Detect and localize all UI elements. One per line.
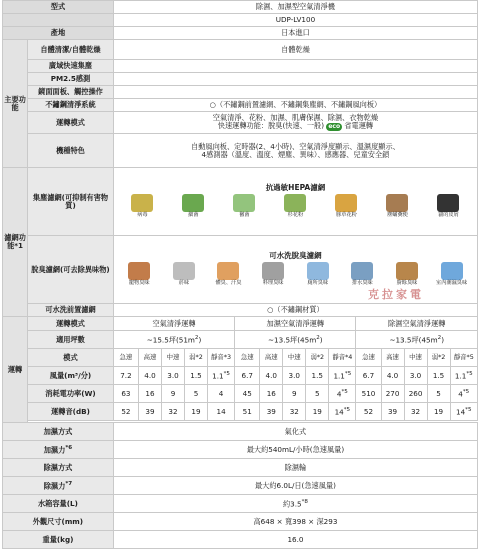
area-sup: 2 xyxy=(437,334,442,341)
hepa-item xyxy=(283,194,307,219)
speed-cell: 靜音*4 xyxy=(329,349,356,367)
deodor-icon xyxy=(307,262,329,280)
hepa-item xyxy=(232,194,256,219)
noise-cell xyxy=(381,403,404,421)
power-note: *5 xyxy=(341,388,348,395)
noise-cell xyxy=(113,403,138,421)
tank-value xyxy=(113,495,477,513)
model-number: UDP-LV100 xyxy=(113,14,477,27)
airflow-value: 6.7 xyxy=(362,370,375,380)
eco-badge: eco xyxy=(328,122,341,130)
hepa-item xyxy=(334,194,358,219)
hepa-icon xyxy=(131,194,153,212)
noise-cell xyxy=(427,403,450,421)
hepa-caption: 病毒 xyxy=(137,212,148,219)
power-value: 16 xyxy=(145,388,155,398)
airflow-value: 4.0 xyxy=(265,370,277,380)
power-value: 260 xyxy=(408,388,423,398)
area-close: ) xyxy=(441,335,444,345)
noise-cell xyxy=(161,403,184,421)
auto-mode-label: 自體清潔/自體乾燥 xyxy=(28,40,114,60)
noise-cell xyxy=(184,403,207,421)
noise-cell xyxy=(207,403,234,421)
weight-value: 16.0 xyxy=(113,531,477,549)
airflow-value: 1.1 xyxy=(454,371,467,381)
steel-system-value: ○（不鏽鋼前置濾網、不鏽鋼集塵網、不鏽鋼風向板） xyxy=(113,99,477,112)
area-close: ) xyxy=(198,335,202,345)
noise-cell xyxy=(235,403,260,421)
hepa-caption: 杉花粉 xyxy=(287,212,304,219)
airflow-cell xyxy=(260,367,283,385)
power-label: 消耗電功率(W) xyxy=(28,385,114,403)
hepa-label: 集塵濾網(可抑制有害物質) xyxy=(28,168,114,236)
humidify-method-value: 氣化式 xyxy=(113,423,477,441)
power-value: 9 xyxy=(291,388,297,398)
noise-label: 運轉音(dB) xyxy=(28,403,114,421)
airflow-cell xyxy=(207,367,234,385)
tank-value-text: 約3.5 xyxy=(282,499,302,509)
noise-cell xyxy=(356,403,381,421)
filter-functions-category: 濾網功能*1 xyxy=(3,168,28,317)
speed-cell: 弱*2 xyxy=(427,349,450,367)
speed-cell: 弱*2 xyxy=(306,349,329,367)
deodor-caption: 排水臭味 xyxy=(351,280,373,287)
humidify-amount-value: 最大約540mL/小時(急速風量) xyxy=(113,441,477,459)
noise-value: 32 xyxy=(410,406,421,416)
deodor-item xyxy=(306,262,330,287)
hepa-icon xyxy=(284,194,306,212)
deodor-caption: 體臭、汗臭 xyxy=(215,280,242,287)
washable-pre-value: ○（不鏽鋼材質） xyxy=(113,304,477,317)
speed-cell: 急速 xyxy=(235,349,260,367)
speed-cell: 靜音*3 xyxy=(207,349,234,367)
airflow-cell xyxy=(306,367,329,385)
hepa-box xyxy=(113,168,477,236)
noise-cell xyxy=(260,403,283,421)
hepa-caption: 黴菌 xyxy=(239,212,250,219)
airflow-cell xyxy=(329,367,356,385)
speed-cell: 弱*2 xyxy=(184,349,207,367)
deodor-icon xyxy=(262,262,284,280)
area-value xyxy=(235,331,356,349)
spec-table xyxy=(2,0,478,549)
deodor-icon xyxy=(396,262,418,280)
area-value xyxy=(356,331,478,349)
dehumid-method-label: 除濕方式 xyxy=(3,459,114,477)
deodor-item xyxy=(216,262,240,287)
modes-line2 xyxy=(115,122,476,131)
power-cell xyxy=(381,385,404,403)
airflow-value: 4.0 xyxy=(386,370,399,380)
speed-cell: 高速 xyxy=(260,349,283,367)
pm25-label: PM2.5感測 xyxy=(28,73,114,86)
speed-cell: 靜音*5 xyxy=(450,349,477,367)
deodor-item xyxy=(350,262,374,287)
noise-value: 32 xyxy=(168,406,178,416)
power-cell xyxy=(235,385,260,403)
modes-line2a: 快速運轉功能：脫臭(快速、一般) xyxy=(217,120,325,130)
deodor-icon xyxy=(351,262,373,280)
noise-cell xyxy=(283,403,306,421)
dimensions-label: 外觀尺寸(mm) xyxy=(3,513,114,531)
speed-cell: 高速 xyxy=(381,349,404,367)
noise-value: 14 xyxy=(216,406,226,416)
area-sup: 2 xyxy=(194,334,199,341)
airflow-value: 3.0 xyxy=(288,370,300,380)
airflow-label: 風量(m³/分) xyxy=(28,367,114,385)
origin-label: 產地 xyxy=(3,27,114,40)
noise-cell xyxy=(138,403,161,421)
noise-value: 14 xyxy=(334,407,344,417)
noise-value: 39 xyxy=(145,406,155,416)
fast-dust-label: 廣域快速集塵 xyxy=(28,60,114,73)
watermark: 克拉家電 xyxy=(368,288,424,301)
noise-value: 19 xyxy=(312,406,322,416)
noise-cell xyxy=(329,403,356,421)
speed-cell: 中速 xyxy=(404,349,427,367)
airflow-value: 1.1 xyxy=(212,371,224,381)
area-text: ~15.5坪(51m xyxy=(146,335,195,345)
power-value: 4 xyxy=(218,388,224,398)
hepa-item xyxy=(436,194,460,219)
features-value xyxy=(113,134,477,168)
noise-value: 51 xyxy=(242,406,252,416)
power-cell xyxy=(283,385,306,403)
noise-value: 39 xyxy=(387,406,398,416)
power-value: 16 xyxy=(266,388,276,398)
deodor-caption: 料理臭味 xyxy=(262,280,284,287)
hepa-caption: 豚草花粉 xyxy=(336,212,357,219)
deodor-icon-row xyxy=(115,261,476,288)
power-value: 5 xyxy=(436,388,441,398)
type-label: 型式 xyxy=(3,1,114,14)
deodor-title: 可水洗脫臭濾網 xyxy=(269,251,322,261)
area-text: ~13.5坪(45m xyxy=(268,335,317,345)
area-text: ~13.5坪(45m xyxy=(389,335,438,345)
area-close: ) xyxy=(319,335,323,345)
dehumid-amount-note: *7 xyxy=(65,480,73,487)
airflow-cell xyxy=(138,367,161,385)
deodor-item xyxy=(436,262,468,287)
hepa-item xyxy=(385,194,409,219)
power-cell xyxy=(356,385,381,403)
noise-value: 19 xyxy=(191,406,201,416)
airflow-note: *5 xyxy=(344,370,352,377)
hepa-icon xyxy=(233,194,255,212)
power-cell xyxy=(207,385,234,403)
speed-label: 模式 xyxy=(28,349,114,367)
noise-cell xyxy=(404,403,427,421)
airflow-cell xyxy=(450,367,477,385)
humidify-amount-label xyxy=(3,441,114,459)
op-mode-0: 空氣清淨運轉 xyxy=(113,317,234,331)
dehumid-method-value: 除濕輪 xyxy=(113,459,477,477)
deodor-icon xyxy=(173,262,195,280)
deodor-label: 脫臭濾網(可去除異味物) xyxy=(28,236,114,304)
area-sup: 2 xyxy=(316,334,320,341)
speed-cell: 中速 xyxy=(161,349,184,367)
power-cell xyxy=(404,385,427,403)
humidify-amount-note: *6 xyxy=(65,444,73,451)
airflow-cell xyxy=(381,367,404,385)
area-label: 適用坪數 xyxy=(28,331,114,349)
power-cell xyxy=(306,385,329,403)
humidify-amount-label-text: 加濕力 xyxy=(43,445,66,455)
power-cell xyxy=(427,385,450,403)
deodor-caption: 室內潮濕臭味 xyxy=(436,280,468,287)
hepa-icon xyxy=(335,194,357,212)
airflow-value: 1.5 xyxy=(190,370,202,380)
airflow-value: 1.5 xyxy=(311,370,323,380)
airflow-note: *5 xyxy=(466,370,473,377)
noise-cell xyxy=(306,403,329,421)
deodor-icon xyxy=(128,262,150,280)
airflow-cell xyxy=(283,367,306,385)
power-value: 63 xyxy=(121,388,131,398)
modes-label: 運轉模式 xyxy=(28,112,114,134)
airflow-value: 3.0 xyxy=(409,370,422,380)
origin-value: 日本進口 xyxy=(113,27,477,40)
op-mode-2: 除濕空氣清淨運轉 xyxy=(356,317,478,331)
airflow-value: 1.1 xyxy=(333,371,345,381)
speed-cell: 高速 xyxy=(138,349,161,367)
main-functions-category: 主要功能 xyxy=(3,40,28,168)
features-line2: 4感測器（溫度、溫度、煙塵、異味）、感應器、兒童安全鎖 xyxy=(201,149,390,159)
power-value: 4 xyxy=(336,389,342,399)
noise-value: 52 xyxy=(121,406,131,416)
mirror-panel-label: 鏡面面板、觸控操作 xyxy=(28,86,114,99)
product-desc: 除濕、加濕型空氣清淨機 xyxy=(113,1,477,14)
washable-pre-label: 可水洗前置濾網 xyxy=(28,304,114,317)
op-mode-1: 加濕空氣清淨運轉 xyxy=(235,317,356,331)
noise-note: *5 xyxy=(465,406,472,413)
modes-line1: 空氣清淨、花粉、加濕、肌膚保濕、除濕、衣物乾燥 xyxy=(212,113,379,123)
power-value: 270 xyxy=(385,388,400,398)
speed-cell: 急速 xyxy=(356,349,381,367)
power-value: 45 xyxy=(242,388,252,398)
power-cell xyxy=(138,385,161,403)
deodor-caption: 廁所臭味 xyxy=(307,280,329,287)
humidify-method-label: 加濕方式 xyxy=(3,423,114,441)
power-value: 4 xyxy=(458,389,463,399)
airflow-note: *5 xyxy=(223,370,230,377)
modes-line2b: 省電運轉 xyxy=(344,120,374,130)
tank-label: 水箱容量(L) xyxy=(3,495,114,513)
airflow-cell xyxy=(235,367,260,385)
hepa-caption: 塵蟎糞便 xyxy=(387,212,408,219)
mirror-panel-value xyxy=(113,86,477,99)
airflow-cell xyxy=(184,367,207,385)
power-value: 510 xyxy=(361,388,376,398)
airflow-cell xyxy=(427,367,450,385)
tank-note: *8 xyxy=(301,498,308,505)
power-cell xyxy=(113,385,138,403)
power-value: 5 xyxy=(314,388,320,398)
hepa-caption: 貓的皮屑 xyxy=(438,212,459,219)
hepa-icon xyxy=(437,194,459,212)
deodor-caption: 菸味 xyxy=(178,280,190,287)
hepa-item xyxy=(181,194,205,219)
power-cell xyxy=(450,385,477,403)
speed-cell: 中速 xyxy=(283,349,306,367)
noise-value: 19 xyxy=(433,406,444,416)
hepa-icon xyxy=(386,194,408,212)
power-cell xyxy=(161,385,184,403)
noise-cell xyxy=(450,403,477,421)
noise-value: 32 xyxy=(289,406,299,416)
airflow-value: 1.5 xyxy=(432,370,445,380)
airflow-value: 4.0 xyxy=(144,370,156,380)
deodor-icon xyxy=(217,262,239,280)
power-cell xyxy=(184,385,207,403)
fast-dust-value xyxy=(113,60,477,73)
noise-value: 52 xyxy=(363,406,374,416)
deodor-item xyxy=(395,262,419,287)
hepa-icon-row xyxy=(115,193,476,220)
power-cell xyxy=(329,385,356,403)
dehumid-amount-label-text: 除濕力 xyxy=(43,481,66,491)
operation-category: 運轉 xyxy=(3,317,28,423)
pm25-value xyxy=(113,73,477,86)
noise-value: 39 xyxy=(266,406,276,416)
deodor-item xyxy=(127,262,151,287)
power-value: 9 xyxy=(170,388,176,398)
airflow-cell xyxy=(161,367,184,385)
deodor-caption: 寵物臭味 xyxy=(128,280,150,287)
op-mode-label: 運轉模式 xyxy=(28,317,114,331)
area-value xyxy=(113,331,234,349)
auto-mode-value: 自體乾燥 xyxy=(113,40,477,60)
dimensions-value: 高648 × 寬398 × 深293 xyxy=(113,513,477,531)
deodor-caption: 廚餘臭味 xyxy=(396,280,418,287)
dehumid-amount-value: 最大約6.0L/日(急速風量) xyxy=(113,477,477,495)
deodor-icon xyxy=(441,262,463,280)
speed-cell: 急速 xyxy=(113,349,138,367)
dehumid-amount-label xyxy=(3,477,114,495)
hepa-caption: 細菌 xyxy=(188,212,199,219)
hepa-icon xyxy=(182,194,204,212)
airflow-cell xyxy=(113,367,138,385)
noise-value: 14 xyxy=(456,407,466,417)
power-note: *5 xyxy=(462,388,470,395)
steel-system-label: 不鏽鋼清淨系統 xyxy=(28,99,114,112)
weight-label: 重量(kg) xyxy=(3,531,114,549)
airflow-value: 3.0 xyxy=(167,370,179,380)
deodor-item xyxy=(261,262,285,287)
noise-note: *5 xyxy=(343,406,351,413)
airflow-value: 7.2 xyxy=(120,370,132,380)
power-value: 5 xyxy=(193,388,199,398)
hepa-title: 抗過敏HEPA濾網 xyxy=(265,183,326,193)
hepa-item xyxy=(130,194,154,219)
airflow-cell xyxy=(404,367,427,385)
features-line1: 自動風向板、定時器(2、4小時)、空氣清淨度顯示、溫濕度顯示、 xyxy=(191,141,400,151)
deodor-item xyxy=(172,262,196,287)
airflow-value: 6.7 xyxy=(241,370,253,380)
airflow-cell xyxy=(356,367,381,385)
power-cell xyxy=(260,385,283,403)
modes-value xyxy=(113,112,477,134)
features-label: 機種特色 xyxy=(28,134,114,168)
